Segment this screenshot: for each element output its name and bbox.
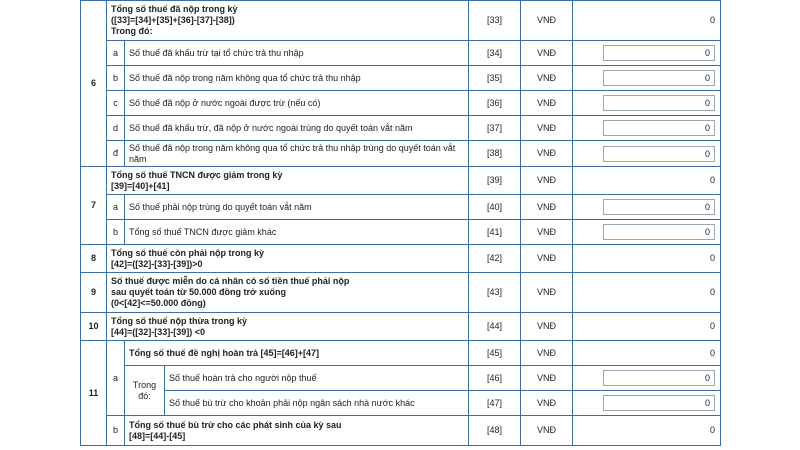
row-number: 6	[81, 1, 107, 167]
unit-label: VNĐ	[521, 245, 573, 273]
row-formula: [42]=([32]-[33]-[39])>0	[111, 258, 203, 269]
table-row	[81, 167, 721, 195]
row-label: Số thuế đã nộp ở nước ngoài được trừ (nếu có)	[125, 91, 469, 116]
row-number: 9	[81, 273, 107, 313]
unit-label: VNĐ	[521, 116, 573, 141]
row-title: Tổng số thuế TNCN được giảm trong kỳ	[111, 169, 283, 180]
indicator-code: [37]	[469, 116, 521, 141]
indicator-code: [46]	[469, 366, 521, 391]
unit-label: VNĐ	[521, 416, 573, 446]
table-row	[81, 391, 721, 416]
indicator-code: [45]	[469, 341, 521, 366]
amount-input-41[interactable]	[603, 224, 715, 240]
row-label: Số thuế đã nộp trong năm không qua tổ chức trả thu nhập	[125, 66, 469, 91]
row-label	[125, 416, 469, 446]
indicator-code: [39]	[469, 167, 521, 195]
group-label: Trong đó:	[125, 366, 165, 416]
table-row	[81, 416, 721, 446]
amount-input-34[interactable]	[603, 45, 715, 61]
unit-label: VNĐ	[521, 141, 573, 167]
table-row	[81, 116, 721, 141]
sub-letter: b	[107, 220, 125, 245]
row-label: Số thuế đã khấu trừ tại tổ chức trả thu nhập	[125, 41, 469, 66]
table-row	[81, 91, 721, 116]
table-row	[81, 66, 721, 91]
value-readonly: 0	[573, 245, 721, 273]
row-label	[107, 167, 469, 195]
unit-label: VNĐ	[521, 341, 573, 366]
row-formula: ([33]=[34]+[35]+[36]-[37]-[38])	[111, 15, 235, 25]
sub-letter: a	[107, 41, 125, 66]
row-label	[107, 245, 469, 273]
amount-input-46[interactable]	[603, 370, 715, 386]
unit-label: VNĐ	[521, 1, 573, 41]
table-row	[81, 341, 721, 366]
indicator-code: [33]	[469, 1, 521, 41]
row-number: 8	[81, 245, 107, 273]
value-readonly: 0	[573, 167, 721, 195]
indicator-code: [35]	[469, 66, 521, 91]
sub-letter: b	[107, 416, 125, 446]
row-label: Số thuế đã khấu trừ, đã nộp ở nước ngoài trùng do quyết toán vắt năm	[125, 116, 469, 141]
indicator-code: [44]	[469, 313, 521, 341]
row-note: Trong đó:	[111, 26, 153, 36]
indicator-code: [48]	[469, 416, 521, 446]
tax-finalization-form	[80, 0, 720, 450]
sub-letter: a	[107, 341, 125, 416]
table-row	[81, 313, 721, 341]
unit-label: VNĐ	[521, 167, 573, 195]
sub-letter: c	[107, 91, 125, 116]
unit-label: VNĐ	[521, 41, 573, 66]
row-title: Số thuế được miễn do cá nhân có số tiền thuế phải nộp	[111, 276, 350, 286]
indicator-code: [40]	[469, 195, 521, 220]
value-readonly: 0	[573, 313, 721, 341]
table-row	[81, 195, 721, 220]
table-row	[81, 220, 721, 245]
unit-label: VNĐ	[521, 91, 573, 116]
row-label: Tổng số thuế TNCN được giảm khác	[125, 220, 469, 245]
sub-letter: a	[107, 195, 125, 220]
row-title: Tổng số thuế đã nộp trong kỳ	[111, 4, 238, 14]
row-formula: [39]=[40]+[41]	[111, 180, 170, 191]
amount-input-38[interactable]	[603, 146, 715, 162]
unit-label: VNĐ	[521, 220, 573, 245]
indicator-code: [42]	[469, 245, 521, 273]
amount-input-47[interactable]	[603, 395, 715, 411]
table-row	[81, 141, 721, 167]
row-label: Số thuế bù trừ cho khoản phải nộp ngân sách nhà nước khác	[165, 391, 469, 416]
unit-label: VNĐ	[521, 391, 573, 416]
amount-input-37[interactable]	[603, 120, 715, 136]
indicator-code: [36]	[469, 91, 521, 116]
row-title: Tổng số thuế nộp thừa trong kỳ	[111, 315, 248, 326]
row-label: Số thuế đã nộp trong năm không qua tổ chức trả thu nhập trùng do quyết toán vắt năm	[125, 141, 469, 167]
sub-letter: d	[107, 116, 125, 141]
row-title: Tổng số thuế bù trừ cho các phát sinh của kỳ sau	[129, 419, 342, 430]
row-formula: [48]=[44]-[45]	[129, 430, 186, 441]
table-row	[81, 245, 721, 273]
value-readonly: 0	[573, 1, 721, 41]
unit-label: VNĐ	[521, 313, 573, 341]
row-label: Số thuế hoàn trả cho người nộp thuế	[165, 366, 469, 391]
unit-label: VNĐ	[521, 66, 573, 91]
indicator-code: [41]	[469, 220, 521, 245]
row-label	[107, 273, 469, 313]
row-formula: (0<[42]<=50.000 đồng)	[111, 298, 206, 308]
indicator-code: [43]	[469, 273, 521, 313]
unit-label: VNĐ	[521, 366, 573, 391]
row-title-cont: sau quyết toán từ 50.000 đồng trở xuống	[111, 287, 286, 297]
value-readonly: 0	[573, 341, 721, 366]
row-number: 7	[81, 167, 107, 245]
value-readonly: 0	[573, 416, 721, 446]
row-title: Tổng số thuế còn phải nộp trong kỳ	[111, 247, 264, 258]
sub-letter: b	[107, 66, 125, 91]
tax-summary-table	[80, 0, 721, 446]
sub-letter: đ	[107, 141, 125, 167]
table-row	[81, 1, 721, 41]
amount-input-35[interactable]	[603, 70, 715, 86]
value-readonly: 0	[573, 273, 721, 313]
table-row	[81, 366, 721, 391]
unit-label: VNĐ	[521, 273, 573, 313]
row-label: Số thuế phải nộp trùng do quyết toán vắt năm	[125, 195, 469, 220]
table-row	[81, 41, 721, 66]
unit-label: VNĐ	[521, 195, 573, 220]
amount-input-36[interactable]	[603, 95, 715, 111]
table-row	[81, 273, 721, 313]
indicator-code: [47]	[469, 391, 521, 416]
row-label: Tổng số thuế đề nghị hoàn trả [45]=[46]+[47]	[125, 341, 469, 366]
indicator-code: [34]	[469, 41, 521, 66]
row-formula: [44]=([32]-[33]-[39]) <0	[111, 326, 206, 337]
row-number: 10	[81, 313, 107, 341]
row-label	[107, 1, 469, 41]
row-label	[107, 313, 469, 341]
row-number: 11	[81, 341, 107, 446]
indicator-code: [38]	[469, 141, 521, 167]
amount-input-40[interactable]	[603, 199, 715, 215]
